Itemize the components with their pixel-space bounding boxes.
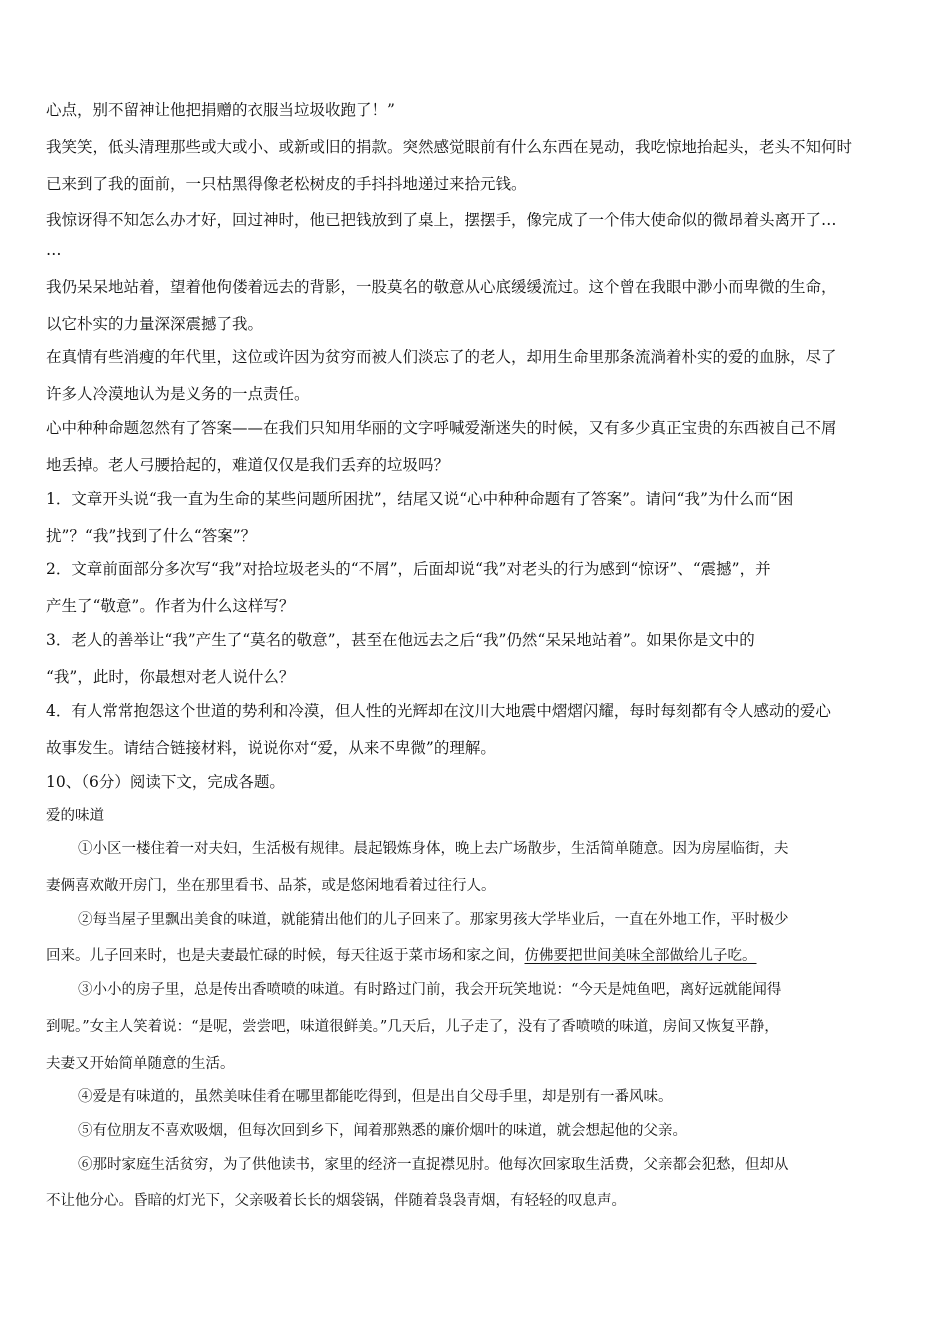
paragraph-2: ②每当屋子里飘出美食的味道，就能猜出他们的儿子回来了。那家男孩大学毕业后，一直在外地工作，平时极少 <box>78 912 789 928</box>
paragraph-1-cont: 妻俩喜欢敞开房门，坐在那里看书、品茶，或是悠闲地看着过往行人。 <box>46 878 496 894</box>
text-line: 已来到了我的面前，一只枯黑得像老松树皮的手抖抖地递过来拾元钱。 <box>46 175 527 193</box>
question-3-cont: “我”，此时，你最想对老人说什么？ <box>46 668 295 686</box>
question-4-cont: 故事发生。请结合链接材料，说说你对“爱，从来不卑微”的理解。 <box>46 739 496 757</box>
paragraph-4: ④爱是有味道的，虽然美味佳肴在哪里都能吃得到，但是出自父母手里，却是别有一番风味。 <box>78 1089 673 1105</box>
paragraph-5: ⑤有位朋友不喜欢吸烟，但每次回到乡下，闻着那熟悉的廉价烟叶的味道，就会想起他的父亲。 <box>78 1123 687 1139</box>
text-line: 我笑笑，低头清理那些或大或小、或新或旧的捐款。突然感觉眼前有什么东西在晃动，我吃惊地抬起头，老头不知何时 <box>46 138 853 156</box>
paragraph-3-cont: 到呢。”女主人笑着说：“是呢，尝尝吧，味道很鲜美。”几天后，儿子走了，没有了香喷喷的味道，房间又恢复平静， <box>46 1019 779 1035</box>
paragraph-3-cont: 夫妻又开始简单随意的生活。 <box>46 1056 235 1072</box>
paragraph-6-cont: 不让他分心。昏暗的灯光下，父亲吸着长长的烟袋锅，伴随着袅袅青烟，有轻轻的叹息声。 <box>46 1193 626 1209</box>
text-line: 地丢掉。老人弓腰拾起的，难道仅仅是我们丢弃的垃圾吗？ <box>46 456 450 474</box>
section-heading: 10、（6分）阅读下文，完成各题。 <box>46 773 285 791</box>
text-line: 我惊讶得不知怎么办才好，回过神时，他已把钱放到了桌上，摆摆手，像完成了一个伟大使命似的微昂着头离开了… <box>46 211 837 229</box>
text-line: 在真情有些消瘦的年代里，这位或许因为贫穷而被人们淡忘了的老人，却用生命里那条流淌着朴实的爱的血脉，尽了 <box>46 348 837 366</box>
text-line: … <box>46 241 62 259</box>
text-line: 心点，别不留神让他把捐赠的衣服当垃圾收跑了！” <box>46 101 395 119</box>
question-1: 1．文章开头说“我一直为生命的某些问题所困扰”，结尾又说“心中种种命题有了答案”。请问“我”为什么而“困 <box>46 490 794 508</box>
paragraph-1: ①小区一楼住着一对夫妇，生活极有规律。晨起锻炼身体，晚上去广场散步，生活简单随意。因为房屋临街，夫 <box>78 841 789 857</box>
underlined-sentence: 仿佛要把世间美味全部做给儿子吃。 <box>524 948 757 964</box>
question-2: 2．文章前面部分多次写“我”对拾垃圾老头的“不屑”，后面却说“我”对老头的行为感到“惊讶”、“震撼”，并 <box>46 560 771 578</box>
question-1-cont: 扰”？“我”找到了什么“答案”？ <box>46 527 257 545</box>
text-line: 我仍呆呆地站着，望着他佝偻着远去的背影，一股莫名的敬意从心底缓缓流过。这个曾在我眼中渺小而卑微的生命， <box>46 278 837 296</box>
text-line: 许多人冷漠地认为是义务的一点责任。 <box>46 385 310 403</box>
passage-title: 爱的味道 <box>46 808 104 824</box>
question-3: 3．老人的善举让“我”产生了“莫名的敬意”，甚至在他远去之后“我”仍然“呆呆地站着”。如果你是文中的 <box>46 631 755 649</box>
question-2-cont: 产生了“敬意”。作者为什么这样写？ <box>46 597 295 615</box>
paragraph-3: ③小小的房子里，总是传出香喷喷的味道。有时路过门前，我会开玩笑地说：“今天是炖鱼吧，离好远就能闻得 <box>78 982 782 998</box>
question-4: 4．有人常常抱怨这个世道的势利和冷漠，但人性的光辉却在汶川大地震中熠熠闪耀，每时每刻都有令人感动的爱心 <box>46 702 831 720</box>
paragraph-6: ⑥那时家庭生活贫穷，为了供他读书，家里的经济一直捉襟见肘。他每次回家取生活费，父亲都会犯愁，但却从 <box>78 1157 789 1173</box>
text-line: 心中种种命题忽然有了答案——在我们只知用华丽的文字呼喊爱渐迷失的时候，又有多少真正宝贵的东西被自己不屑 <box>46 419 837 437</box>
paragraph-2-cont <box>46 946 757 966</box>
paragraph-2-text: 回来。儿子回来时，也是夫妻最忙碌的时候，每天往返于菜市场和家之间， <box>46 948 525 964</box>
text-line: 以它朴实的力量深深震撼了我。 <box>46 315 264 333</box>
